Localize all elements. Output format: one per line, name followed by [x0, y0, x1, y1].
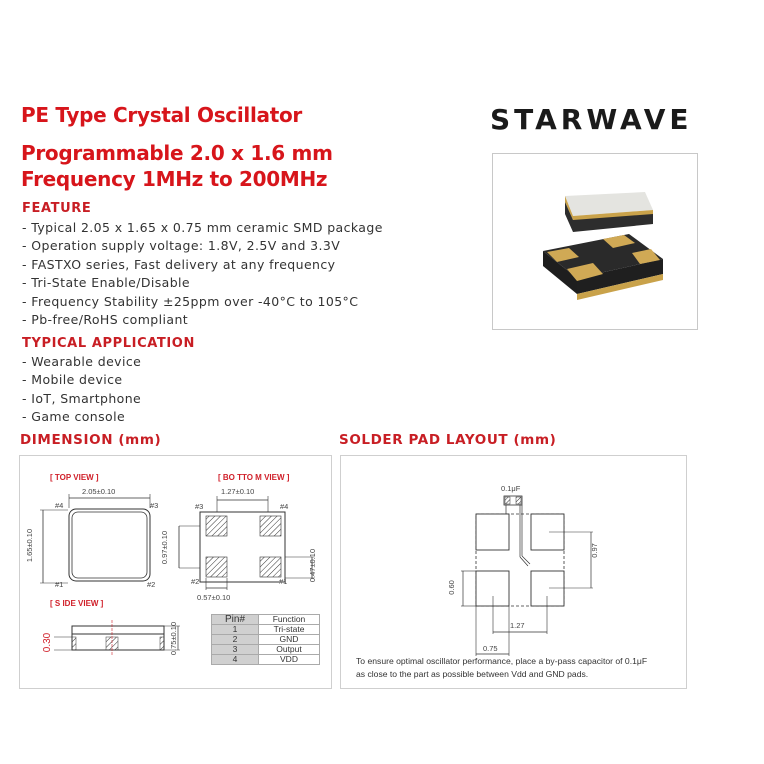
pin-function: VDD: [259, 655, 320, 665]
pad-pitch-vertical: 0.97: [589, 543, 599, 558]
product-subtitle-frequency: Frequency 1MHz to 200MHz: [21, 167, 328, 191]
table-header-row: [212, 615, 320, 625]
solder-pad-panel: [340, 455, 687, 689]
product-subtitle-size: Programmable 2.0 x 1.6 mm: [21, 141, 333, 165]
note-line: as close to the part as possible between Vdd and GND pads.: [356, 669, 589, 679]
application-heading: TYPICAL APPLICATION: [22, 336, 195, 351]
dimension-panel: [19, 455, 332, 689]
side-view-label: [ S IDE VIEW ]: [50, 599, 104, 608]
top-view-label: [ TOP VIEW ]: [50, 473, 99, 482]
bottom-view-pitch: 1.27±0.10: [221, 487, 255, 496]
top-view-pin4: #4: [55, 501, 64, 510]
pad-width: 0.75: [483, 644, 498, 653]
bottom-view-pin1: #1: [279, 577, 288, 586]
top-view-pin1: #1: [55, 580, 64, 589]
pin-number: 3: [212, 645, 259, 655]
application-item: - Wearable device: [22, 354, 142, 369]
application-item: - IoT, Smartphone: [22, 390, 142, 406]
product-photo: [492, 153, 698, 330]
pin-function: GND: [259, 635, 320, 645]
product-title: PE Type Crystal Oscillator: [21, 103, 302, 127]
table-row: [212, 655, 320, 665]
feature-item: - Typical 2.05 x 1.65 x 0.75 mm ceramic SMD package: [22, 220, 383, 235]
bottom-view-pad-height: 0.47±0.10: [308, 548, 318, 583]
top-view-pin2: #2: [147, 580, 156, 589]
pin-function-table: [211, 614, 320, 665]
pin-number: 2: [212, 635, 259, 645]
feature-item: - Pb-free/RoHS compliant: [22, 312, 189, 328]
bottom-view-pin4: #4: [280, 502, 289, 511]
application-list: [22, 353, 141, 427]
table-row: [212, 645, 320, 655]
bottom-view-label: [ BO TTO M VIEW ]: [218, 473, 290, 482]
application-item: - Mobile device: [22, 372, 123, 388]
brand-logo: STARWAVE: [490, 103, 693, 136]
bottom-view-pad-gap: 0.97±0.10: [160, 530, 170, 565]
feature-item: - Tri-State Enable/Disable: [22, 275, 191, 291]
feature-list: [22, 219, 383, 329]
pin-number: 1: [212, 625, 259, 635]
solder-pad-heading: SOLDER PAD LAYOUT (mm): [339, 432, 557, 448]
dimension-heading: DIMENSION (mm): [20, 432, 162, 448]
bypass-capacitor-note: [356, 655, 647, 681]
top-view-width: 2.05±0.10: [82, 487, 116, 496]
pin-function: Tri-state: [259, 625, 320, 635]
pin-number: 4: [212, 655, 259, 665]
top-view-pin3: #3: [150, 501, 159, 510]
pin-header: Pin#: [212, 615, 259, 625]
top-view-height: 1.65±0.10: [25, 528, 35, 563]
pad-pitch-horizontal: 1.27: [510, 621, 525, 630]
pad-height: 0.60: [446, 580, 456, 595]
capacitor-label: 0.1μF: [501, 484, 521, 493]
note-line: To ensure optimal oscillator performance, place a by-pass capacitor of 0.1μF: [356, 656, 648, 666]
bottom-view-pin3: #3: [195, 502, 204, 511]
table-row: [212, 625, 320, 635]
side-view-pad-thickness: 0.30: [42, 632, 54, 653]
crystal-oscillator-image: [493, 154, 697, 329]
application-item: - Game console: [22, 409, 126, 425]
feature-heading: FEATURE: [22, 201, 92, 216]
side-view-height: 0.75±0.10: [169, 621, 179, 656]
table-row: [212, 635, 320, 645]
bottom-view-pin2: #2: [191, 577, 200, 586]
bottom-view-pad-width: 0.57±0.10: [197, 593, 231, 602]
feature-item: - FASTXO series, Fast delivery at any frequency: [22, 256, 336, 272]
feature-item: - Frequency Stability ±25ppm over -40°C to 105°C: [22, 293, 359, 309]
feature-item: - Operation supply voltage: 1.8V, 2.5V and 3.3V: [22, 238, 341, 254]
pin-function: Output: [259, 645, 320, 655]
function-header: Function: [259, 615, 320, 625]
